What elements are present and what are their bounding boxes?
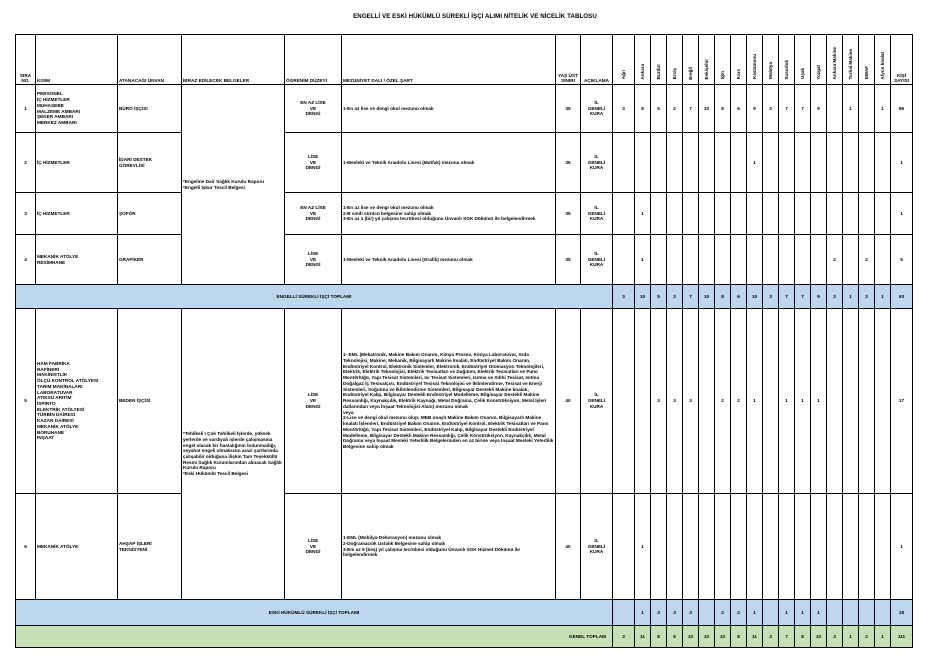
row-city-count: 2: [731, 309, 747, 494]
total-city-count: 8: [715, 285, 731, 309]
header-city: [779, 35, 795, 85]
row-kisim: MEKANİK ATÖLYE RESİMHANE: [36, 235, 118, 285]
row-yas: 35: [556, 133, 581, 193]
row-city-count: 3: [763, 85, 779, 133]
engelli-total-row: [16, 285, 913, 309]
row-city-count: 3: [667, 309, 683, 494]
row-total: 86: [891, 85, 913, 133]
row-mezuniyet: 1-EML (Mobilya-Dekorasyon) mezunu olmak 2-Doğramacılık Ustalık Belgesine sahip olmak 3-Em az 5 (beş) yıl çalışma tecrübesi olduğunu Ünvanlı SGK Hizmet Dökümü ile belgelendirmek: [342, 494, 556, 600]
total-city-count: 10: [747, 285, 763, 309]
row-unvan: İDARİ DESTEK GÖREVLİSİ: [118, 133, 182, 193]
total-city-count: 1: [747, 600, 763, 626]
header-city: [715, 35, 731, 85]
row-city-count: 2: [715, 309, 731, 494]
city-label: Yozgat: [815, 64, 821, 80]
row-city-count: [613, 193, 635, 235]
header-city: [747, 35, 763, 85]
table-row: [16, 85, 913, 133]
row-city-count: [859, 309, 875, 494]
total-city-count: 11: [635, 626, 651, 648]
row-city-count: 1: [811, 309, 827, 494]
header-city: [667, 35, 683, 85]
table-row: [16, 235, 913, 285]
row-unvan: BEDEN İŞÇİSİ: [118, 309, 182, 494]
total-city-count: 3: [763, 626, 779, 648]
eski-total-row: [16, 600, 913, 626]
total-city-count: 10: [699, 626, 715, 648]
total-city-count: 3: [763, 285, 779, 309]
total-city-count: [763, 600, 779, 626]
row-total: 17: [891, 309, 913, 494]
total-city-count: 1: [875, 285, 891, 309]
header-sira-no: SIRA NO.: [16, 35, 36, 85]
city-label: Susurluk: [783, 59, 789, 80]
total-city-count: 10: [811, 626, 827, 648]
row-mezuniyet: 1-En az lise ve dengi okul mezunu olmak 2-B sınıfı sürücü belgesine sahip olmak 3-En az 1 (bir) yıl çalışma tecrübesi olduğunu Ünvanlı SGK Dökümü ile belgelendirmek: [342, 193, 556, 235]
total-city-count: [859, 600, 875, 626]
city-label: Ankara Makine: [831, 46, 837, 80]
row-no: 5: [16, 309, 36, 494]
row-city-count: 2: [827, 235, 843, 285]
total-city-count: 7: [779, 285, 795, 309]
header-city: [699, 35, 715, 85]
total-city-count: 2: [859, 285, 875, 309]
row-city-count: [811, 133, 827, 193]
total-city-count: 8: [795, 626, 811, 648]
total-city-count: 3: [683, 600, 699, 626]
row-city-count: [811, 235, 827, 285]
total-sum: 18: [891, 600, 913, 626]
row-ogrenim: LİSE VE DENGİ: [285, 494, 342, 600]
row-city-count: [763, 494, 779, 600]
total-city-count: 10: [683, 626, 699, 648]
row-no: 6: [16, 494, 36, 600]
total-city-count: [875, 600, 891, 626]
table-row: [16, 309, 913, 494]
row-kisim: İÇ HİZMETLER: [36, 193, 118, 235]
header-aciklama: AÇIKLAMA: [581, 35, 613, 85]
row-city-count: [763, 133, 779, 193]
row-city-count: [827, 494, 843, 600]
total-city-count: 8: [651, 626, 667, 648]
row-ogrenim: LİSE VE DENGİ: [285, 309, 342, 494]
row-city-count: [827, 309, 843, 494]
header-city: [875, 35, 891, 85]
row-city-count: [683, 193, 699, 235]
row-city-count: [731, 133, 747, 193]
total-city-count: 2: [715, 600, 731, 626]
row-city-count: [667, 133, 683, 193]
row-city-count: [613, 309, 635, 494]
row-city-count: [795, 133, 811, 193]
row-city-count: 10: [699, 85, 715, 133]
row-city-count: [699, 309, 715, 494]
row-city-count: [843, 309, 859, 494]
row-no: 1: [16, 85, 36, 133]
row-city-count: [859, 85, 875, 133]
city-label: Eskişehir: [703, 58, 709, 80]
total-city-count: 1: [843, 626, 859, 648]
total-label: ESKİ HÜKÜMLÜ SÜREKLİ İŞÇİ TOPLAMI: [16, 600, 613, 626]
row-city-count: [683, 133, 699, 193]
city-label: Uşak: [799, 68, 805, 80]
row-city-count: [779, 235, 795, 285]
genel-total-row: [16, 626, 913, 648]
row-city-count: [827, 133, 843, 193]
row-city-count: 2: [667, 85, 683, 133]
row-unvan: GRAFİKER: [118, 235, 182, 285]
total-city-count: 9: [811, 285, 827, 309]
row-city-count: 3: [613, 85, 635, 133]
total-city-count: 10: [635, 285, 651, 309]
row-city-count: [843, 494, 859, 600]
row-city-count: 1: [795, 309, 811, 494]
table-row: [16, 494, 913, 600]
row-city-count: [715, 494, 731, 600]
row-city-count: 8: [715, 85, 731, 133]
row-city-count: [747, 494, 763, 600]
row-city-count: [875, 133, 891, 193]
row-city-count: [859, 133, 875, 193]
city-label: Kastamonu: [751, 54, 757, 80]
total-city-count: 6: [731, 285, 747, 309]
row-kisim: PERSONEL İÇ HİZMETLER MUHASEBE MALZEME AMBARI ŞEKER AMBARI MERKEZ AMBARI: [36, 85, 118, 133]
total-city-count: 2: [667, 285, 683, 309]
row-city-count: 1: [779, 309, 795, 494]
row-yas: 35: [556, 235, 581, 285]
row-city-count: [731, 193, 747, 235]
total-city-count: 10: [715, 626, 731, 648]
row-city-count: [827, 193, 843, 235]
row-city-count: [667, 235, 683, 285]
row-city-count: 3: [683, 309, 699, 494]
row-no: 4: [16, 235, 36, 285]
row-city-count: [827, 85, 843, 133]
header-kisi-sayisi: KİŞİ SAYISI: [891, 35, 913, 85]
row-city-count: [699, 133, 715, 193]
quota-table: [15, 34, 913, 648]
row-city-count: 9: [747, 85, 763, 133]
total-city-count: [699, 600, 715, 626]
header-city: [811, 35, 827, 85]
row-belgeler: *Tehlikeli I Çok Tehlikeli İşlerde, yüksek yerlerde ve vardiyalı işlerde çalışmasına engel olacak bir hastalığının bulunmadığı, seyahat engeli olmaksızın arazi şartlarında çalışabilir olduğuna ilişkin Tam Teşekküllü Resmi Sağlık Kurumlarından alınacak Sağlık Kurulu Raporu *Eski Hükümlü Tescil Belgesi: [182, 309, 285, 600]
total-city-count: [613, 600, 635, 626]
row-city-count: [613, 133, 635, 193]
total-city-count: 1: [635, 600, 651, 626]
header-city: [613, 35, 635, 85]
row-unvan: BÜRO İŞÇİSİ: [118, 85, 182, 133]
row-aciklama: İL GENELİ KURA: [581, 85, 613, 133]
row-city-count: 1: [747, 133, 763, 193]
row-city-count: [843, 235, 859, 285]
row-city-count: [635, 309, 651, 494]
total-city-count: 1: [779, 600, 795, 626]
header-city: [683, 35, 699, 85]
row-total: 1: [891, 494, 913, 600]
row-city-count: [613, 235, 635, 285]
row-city-count: 7: [779, 85, 795, 133]
row-yas: 35: [556, 85, 581, 133]
row-city-count: [779, 494, 795, 600]
row-unvan: AHŞAP İŞLERİ TEKNİSYENİ: [118, 494, 182, 600]
header-yas: YAŞ ÜST SINIRI: [556, 35, 581, 85]
row-city-count: [715, 235, 731, 285]
city-label: Afyon İmalat: [879, 51, 885, 80]
row-aciklama: İL GENELİ KURA: [581, 193, 613, 235]
header-city: [651, 35, 667, 85]
row-city-count: [683, 494, 699, 600]
row-city-count: [811, 494, 827, 600]
row-city-count: [859, 193, 875, 235]
row-city-count: [747, 193, 763, 235]
total-city-count: 5: [667, 626, 683, 648]
row-city-count: [613, 494, 635, 600]
total-city-count: 1: [795, 600, 811, 626]
header-ogrenim: ÖĞRENİM DÜZEYİ: [285, 35, 342, 85]
row-ogrenim: EN AZ LİSE VE DENGİ: [285, 85, 342, 133]
row-mezuniyet: 1- EML (Mekatronik, Makine Bakım Onarım, Kimya Proses, Kimya Laboratuvar, Gıda Teknolojisi, Makine, Mekanik, Bilgisayarlı Makine İmalatı, Endüstriyel Bakım Onarım, Endüstriyel Kontrol, Elektronik Sistemler, Elektronik, Endüstriyel Otomasyon Teknolojileri, Elektrik, Elektrik Teknolojisi, Elektrik Tesisatları ve Dağıtımı, Elektrik Tesisatları ve Pano Montörlüğü, Yapı Tesisat Sistemleri, Isı Tesisat Sistemleri, Isıtma ve Sıhhi Tesisat, Isıtma Doğalgaz İç Tesisatçısı, Endüstriyel Tesisat Teknolojisi ve İklimlendirme, Tesisat ve Enerji Sistemleri, Soğutma ve İklimlendirme Sistemleri, Bilgisayar Destekli Makine İmalatı, Endüstriyel Kalıp, Bilgisayar Destekli Endüstriyel Modelleme, Bilgisayar Destekli Makine Ressamlığı, Kaynakçılık, Elektrik Kaynağı, Metal Doğrama, Çelik Konstrüksiyon, Metal İşleri dallarından veya İnşaat Teknolojisi Alanı) mezunu olmak veya 2-Lise ve dengi okul mezunu olup; MEB onaylı Makine Bakım Onarım, Bilgisayarlı Makine İmalatı İşlemleri, Endüstriyel Bakım Onarım, Endüstriyel Kontrol, Elektrik Tesisatları ve Pano Montörlüğü, Yapı Tesisat Sistemleri, Endüstriyel Kalıp, Bilgisayar Destekli Endüstriyel Modelleme, Bilgisayar Destekli Makine Ressamlığı, Çelik Konstrüksiyon, Kaynakçılık, Metal Doğrama veya İnşaat Mesleki Yeterlilik Belgelerinden en az birine veya İnşaat Mesleki Yeterlilik Belgesine sahip olmak: [342, 309, 556, 494]
city-label: Erciş: [671, 68, 677, 80]
row-yas: 35: [556, 193, 581, 235]
table-row: [16, 133, 913, 193]
row-city-count: [699, 494, 715, 600]
row-city-count: 6: [731, 85, 747, 133]
row-city-count: [763, 309, 779, 494]
header-unvan: ATANACAĞI ÜNVAN: [118, 35, 182, 85]
header-city: [731, 35, 747, 85]
row-city-count: [843, 193, 859, 235]
total-sum: 93: [891, 285, 913, 309]
header-city: [763, 35, 779, 85]
row-kisim: HAM FABRİKA RAFİNERİ MAKİNİSTLİK ÖLÇÜ KONTROL ATÖLYESİ TARIM MAKİNALARI LABORATUVAR ATIKSU ARITIM İSPİRTO ELEKTRİK ATÖLYESİ TÜRBİN DAİRESİ KAZAN DAİRESİ MEKANİK ATÖLYE BORUHANE İNŞAAT: [36, 309, 118, 494]
total-city-count: 3: [613, 285, 635, 309]
row-city-count: [651, 235, 667, 285]
header-row: [16, 35, 913, 85]
row-city-count: [763, 235, 779, 285]
row-city-count: [875, 235, 891, 285]
row-mezuniyet: 1-Mesleki ve Teknik Anadolu Lisesi (Grafik) mezunu olmak: [342, 235, 556, 285]
table-row: [16, 193, 913, 235]
row-city-count: 1: [843, 85, 859, 133]
header-city: [795, 35, 811, 85]
row-yas: 40: [556, 309, 581, 494]
total-city-count: 2: [731, 600, 747, 626]
total-city-count: 7: [779, 626, 795, 648]
header-city: [827, 35, 843, 85]
city-label: EMAF: [863, 66, 869, 80]
row-aciklama: İL GENELİ KURA: [581, 494, 613, 600]
city-label: Iğın: [719, 71, 725, 80]
row-city-count: 1: [747, 309, 763, 494]
row-total: 5: [891, 235, 913, 285]
row-yas: 40: [556, 494, 581, 600]
total-city-count: 1: [875, 626, 891, 648]
total-city-count: 1: [843, 285, 859, 309]
row-city-count: [875, 494, 891, 600]
total-city-count: 7: [795, 285, 811, 309]
row-city-count: [699, 193, 715, 235]
total-city-count: 2: [859, 626, 875, 648]
row-city-count: [635, 133, 651, 193]
total-city-count: 11: [747, 626, 763, 648]
total-sum: 111: [891, 626, 913, 648]
row-city-count: [699, 235, 715, 285]
header-belgeler: İBRAZ EDİLECEK BELGELER: [182, 35, 285, 85]
row-city-count: [875, 193, 891, 235]
total-city-count: 3: [827, 626, 843, 648]
row-aciklama: İL GENELİ KURA: [581, 235, 613, 285]
city-label: Ankara: [639, 63, 645, 80]
row-city-count: [715, 193, 731, 235]
city-label: Burdur: [655, 63, 661, 80]
header-kisim: KISIM: [36, 35, 118, 85]
city-label: Turhal Makine: [847, 48, 853, 80]
row-city-count: [715, 133, 731, 193]
row-city-count: [875, 309, 891, 494]
total-city-count: 3: [651, 600, 667, 626]
total-city-count: 3: [667, 600, 683, 626]
row-aciklama: İL GENELİ KURA: [581, 309, 613, 494]
row-city-count: [683, 235, 699, 285]
header-city: [635, 35, 651, 85]
total-city-count: 2: [827, 285, 843, 309]
row-city-count: 1: [635, 235, 651, 285]
row-city-count: [667, 193, 683, 235]
row-mezuniyet: 1-Mesleki ve Teknik Anadolu Lisesi (Mutfak) mezunu olmak: [342, 133, 556, 193]
row-unvan: ŞOFÖR: [118, 193, 182, 235]
row-city-count: [795, 193, 811, 235]
row-city-count: [811, 193, 827, 235]
total-city-count: 5: [651, 285, 667, 309]
row-ogrenim: EN AZ LİSE VE DENGİ: [285, 193, 342, 235]
row-ogrenim: LİSE VE DENGİ: [285, 235, 342, 285]
row-mezuniyet: 1-En az lise ve dengi okul mezunu olmak: [342, 85, 556, 133]
page-title: ENGELLİ VE ESKİ HÜKÜMLÜ SÜREKLİ İŞÇİ ALIMI NİTELİK VE NİCELİK TABLOSU: [353, 13, 597, 20]
row-city-count: 9: [811, 85, 827, 133]
row-city-count: [731, 494, 747, 600]
row-kisim: MEKANİK ATÖLYE: [36, 494, 118, 600]
row-city-count: 7: [795, 85, 811, 133]
total-city-count: 3: [613, 626, 635, 648]
row-city-count: [651, 133, 667, 193]
row-city-count: [651, 193, 667, 235]
row-city-count: [667, 494, 683, 600]
row-city-count: 3: [651, 309, 667, 494]
city-label: Kars: [735, 69, 741, 80]
total-city-count: [843, 600, 859, 626]
city-label: Ağrı: [620, 70, 626, 80]
total-city-count: 8: [731, 626, 747, 648]
row-city-count: 5: [651, 85, 667, 133]
row-city-count: 8: [635, 85, 651, 133]
total-city-count: 10: [699, 285, 715, 309]
row-no: 3: [16, 193, 36, 235]
row-city-count: 1: [875, 85, 891, 133]
row-total: 1: [891, 133, 913, 193]
header-city: [843, 35, 859, 85]
total-label: ENGELLİ SÜREKLİ İŞÇİ TOPLAMI: [16, 285, 613, 309]
row-no: 2: [16, 133, 36, 193]
row-city-count: [795, 235, 811, 285]
city-label: Ereğli: [687, 66, 693, 80]
header-city: [859, 35, 875, 85]
row-city-count: 2: [859, 235, 875, 285]
city-label: Malatya: [767, 62, 773, 80]
total-city-count: 7: [683, 285, 699, 309]
total-city-count: 1: [811, 600, 827, 626]
row-city-count: [731, 235, 747, 285]
row-city-count: [859, 494, 875, 600]
row-city-count: [779, 133, 795, 193]
row-total: 1: [891, 193, 913, 235]
row-city-count: [795, 494, 811, 600]
total-label: GENEL TOPLAM: [16, 626, 613, 648]
row-city-count: 1: [635, 193, 651, 235]
header-mezuniyet: MEZUNİYET DALI / ÖZEL ŞART: [342, 35, 556, 85]
row-city-count: 7: [683, 85, 699, 133]
row-city-count: [747, 235, 763, 285]
row-city-count: [651, 494, 667, 600]
row-ogrenim: LİSE VE DENGİ: [285, 133, 342, 193]
row-city-count: [843, 133, 859, 193]
row-kisim: İÇ HİZMETLER: [36, 133, 118, 193]
row-city-count: 1: [635, 494, 651, 600]
row-belgeler: *Engeline Dair Sağlık Kurulu Raporu *Engelli İşkur Tescil Belgesi: [182, 85, 285, 285]
row-aciklama: İL GENELİ KURA: [581, 133, 613, 193]
total-city-count: [827, 600, 843, 626]
row-city-count: [763, 193, 779, 235]
row-city-count: [779, 193, 795, 235]
